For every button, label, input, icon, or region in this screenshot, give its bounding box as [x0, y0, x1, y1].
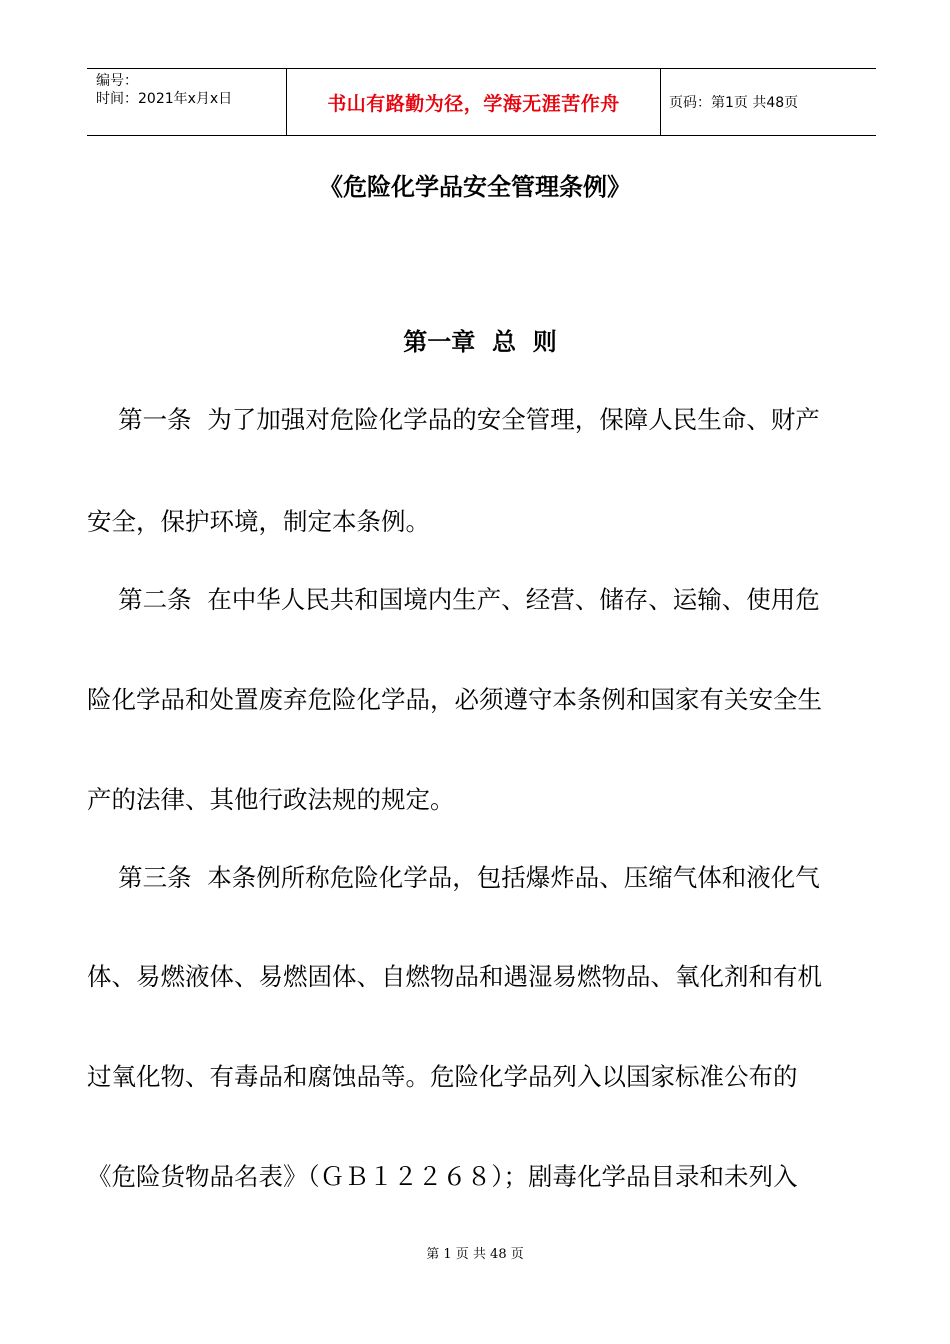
body-line: 《危险货物品名表》（ＧＢ１２２６８）；剧毒化学品目录和未列入	[87, 1162, 798, 1191]
body-line: 第二条 在中华人民共和国境内生产、经营、储存、运输、使用危	[87, 585, 820, 614]
document-number-label: 编号：	[96, 73, 138, 89]
body-line: 体、易燃液体、易燃固体、自燃物品和遇湿易燃物品、氧化剂和有机	[87, 962, 822, 991]
body-line: 安全，保护环境，制定本条例。	[87, 507, 430, 536]
body-line: 过氧化物、有毒品和腐蚀品等。危险化学品列入以国家标准公布的	[87, 1062, 798, 1091]
body-line: 第三条 本条例所称危险化学品，包括爆炸品、压缩气体和液化气	[87, 863, 820, 892]
document-time-label: 时间：2021年x月x日	[96, 91, 233, 107]
body-line: 第一条 为了加强对危险化学品的安全管理，保障人民生命、财产	[87, 405, 820, 434]
document-title: 《危险化学品安全管理条例》	[319, 172, 631, 201]
header-motto: 书山有路勤为径，学海无涯苦作舟	[327, 92, 620, 115]
body-line: 险化学品和处置废弃危险化学品，必须遵守本条例和国家有关安全生	[87, 685, 822, 714]
header-page-info: 页码：第1页 共48页	[669, 95, 799, 111]
chapter-heading: 第一章 总 则	[403, 327, 557, 356]
header-meta-cell	[87, 69, 287, 135]
body-line: 产的法律、其他行政法规的规定。	[87, 785, 455, 814]
header-page-cell	[661, 69, 876, 135]
page-header	[87, 68, 876, 136]
page-footer: 第 1 页 共 48 页	[426, 1247, 524, 1262]
header-motto-cell	[287, 69, 661, 135]
